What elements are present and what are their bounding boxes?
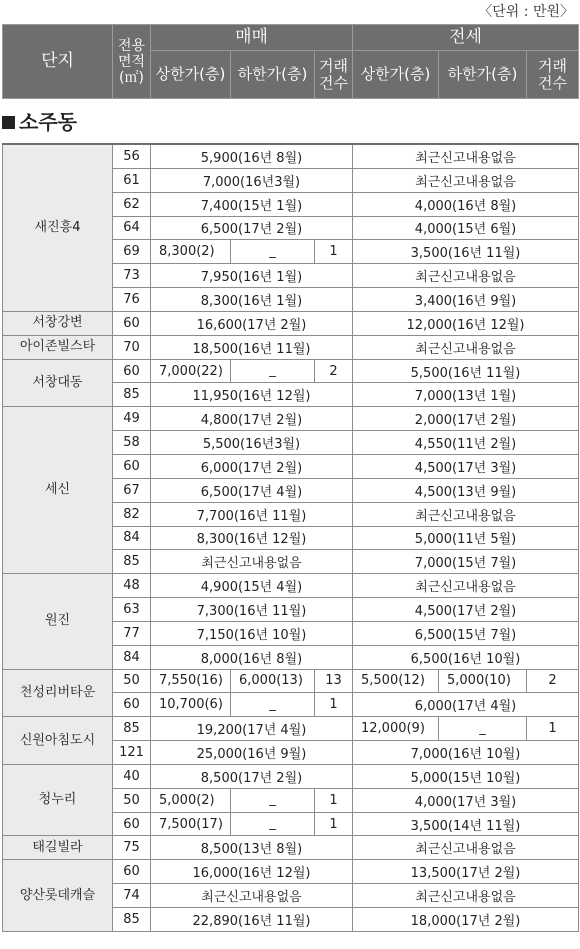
table-row: 60 10,700(6) _ 1 6,000(17년 4월) <box>3 693 579 717</box>
header-jeonse-upper: 상한가(층) <box>353 51 439 99</box>
table-row: 세신 49 4,800(17년 2월) 2,000(17년 2월) <box>3 407 579 431</box>
header-complex: 단지 <box>3 25 113 99</box>
square-bullet-icon <box>2 116 15 129</box>
table-row: 63 7,300(16년 11월) 4,500(17년 2월) <box>3 598 579 622</box>
table-row: 50 5,000(2) _ 1 4,000(17년 3월) <box>3 788 579 812</box>
header-sale-lower: 하한가(층) <box>231 51 315 99</box>
header-sale-count: 거래 건수 <box>315 51 353 99</box>
table-row: 85 11,950(16년 12월) 7,000(13년 1월) <box>3 383 579 407</box>
table-header <box>2 24 579 99</box>
table-row: 85 22,890(16년 11월) 18,000(17년 2월) <box>3 908 579 932</box>
table-row: 신원아침도시 85 19,200(17년 4월) 12,000(9) _ 1 <box>3 717 579 741</box>
table-row: 청누리 40 8,500(17년 2월) 5,000(15년 10월) <box>3 764 579 788</box>
unit-label: 〈단위 : 만원〉 <box>478 4 574 20</box>
header-sale-upper: 상한가(층) <box>151 51 231 99</box>
header-area-line1: 전용 <box>117 37 146 54</box>
table-row: 74 최근신고내용없음 최근신고내용없음 <box>3 884 579 908</box>
header-jeonse-count: 거래 건수 <box>527 51 579 99</box>
table-row: 양산롯데캐슬 60 16,000(16년 12월) 13,500(17년 2월) <box>3 860 579 884</box>
price-report <box>2 0 578 932</box>
table-row: 태길빌라 75 8,500(13년 8월) 최근신고내용없음 <box>3 836 579 860</box>
table-row: 천성리버타운 50 7,550(16) 6,000(13) 13 5,500(12) 5,000(10) 2 <box>3 669 579 693</box>
table-row: 121 25,000(16년 9월) 7,000(16년 10월) <box>3 741 579 765</box>
table-row: 64 6,500(17년 2월) 4,000(15년 6월) <box>3 216 579 240</box>
table-row: 85 최근신고내용없음 7,000(15년 7월) <box>3 550 579 574</box>
complex-name: 서창대동 <box>3 359 113 407</box>
header-jeonse-lower: 하한가(층) <box>439 51 527 99</box>
complex-name: 서창강변 <box>3 311 113 335</box>
table-row: 82 7,700(16년 11월) 최근신고내용없음 <box>3 502 579 526</box>
header-area-line2: 면적 <box>117 53 146 70</box>
complex-name: 태길빌라 <box>3 836 113 860</box>
header-sale: 매매 <box>151 25 353 51</box>
complex-name: 아이존빌스타 <box>3 335 113 359</box>
price-table <box>2 143 579 932</box>
complex-name: 천성리버타운 <box>3 669 113 717</box>
header-area-line3: (㎡) <box>119 69 144 86</box>
table-row: 58 5,500(16년3월) 4,550(11년 2월) <box>3 431 579 455</box>
table-row: 62 7,400(15년 1월) 4,000(16년 8월) <box>3 192 579 216</box>
table-row: 76 8,300(16년 1월) 3,400(16년 9월) <box>3 288 579 312</box>
table-row: 73 7,950(16년 1월) 최근신고내용없음 <box>3 264 579 288</box>
header-area <box>113 25 151 99</box>
table-row: 61 7,000(16년3월) 최근신고내용없음 <box>3 168 579 192</box>
section-title: 소주동 <box>2 99 578 143</box>
complex-name: 신원아침도시 <box>3 717 113 765</box>
table-row: 84 8,000(16년 8월) 6,500(16년 10월) <box>3 645 579 669</box>
complex-name: 청누리 <box>3 764 113 836</box>
complex-name: 양산롯데캐슬 <box>3 860 113 932</box>
table-row: 84 8,300(16년 12월) 5,000(11년 5월) <box>3 526 579 550</box>
table-row: 67 6,500(17년 4월) 4,500(13년 9월) <box>3 478 579 502</box>
table-row: 60 6,000(17년 2월) 4,500(17년 3월) <box>3 454 579 478</box>
table-row: 69 8,300(2) _ 1 3,500(16년 11월) <box>3 240 579 264</box>
header-jeonse: 전세 <box>353 25 579 51</box>
table-row: 아이존빌스타 70 18,500(16년 11월) 최근신고내용없음 <box>3 335 579 359</box>
table-row: 60 7,500(17) _ 1 3,500(14년 11월) <box>3 812 579 836</box>
table-row: 서창강변 60 16,600(17년 2월) 12,000(16년 12월) <box>3 311 579 335</box>
table-row: 원진 48 4,900(15년 4월) 최근신고내용없음 <box>3 574 579 598</box>
table-row: 새진흥4 56 5,900(16년 8월) 최근신고내용없음 <box>3 144 579 168</box>
complex-name: 새진흥4 <box>3 144 113 311</box>
complex-name: 세신 <box>3 407 113 574</box>
table-row: 서창대동 60 7,000(22) _ 2 5,500(16년 11월) <box>3 359 579 383</box>
complex-name: 원진 <box>3 574 113 669</box>
table-row: 77 7,150(16년 10월) 6,500(15년 7월) <box>3 621 579 645</box>
